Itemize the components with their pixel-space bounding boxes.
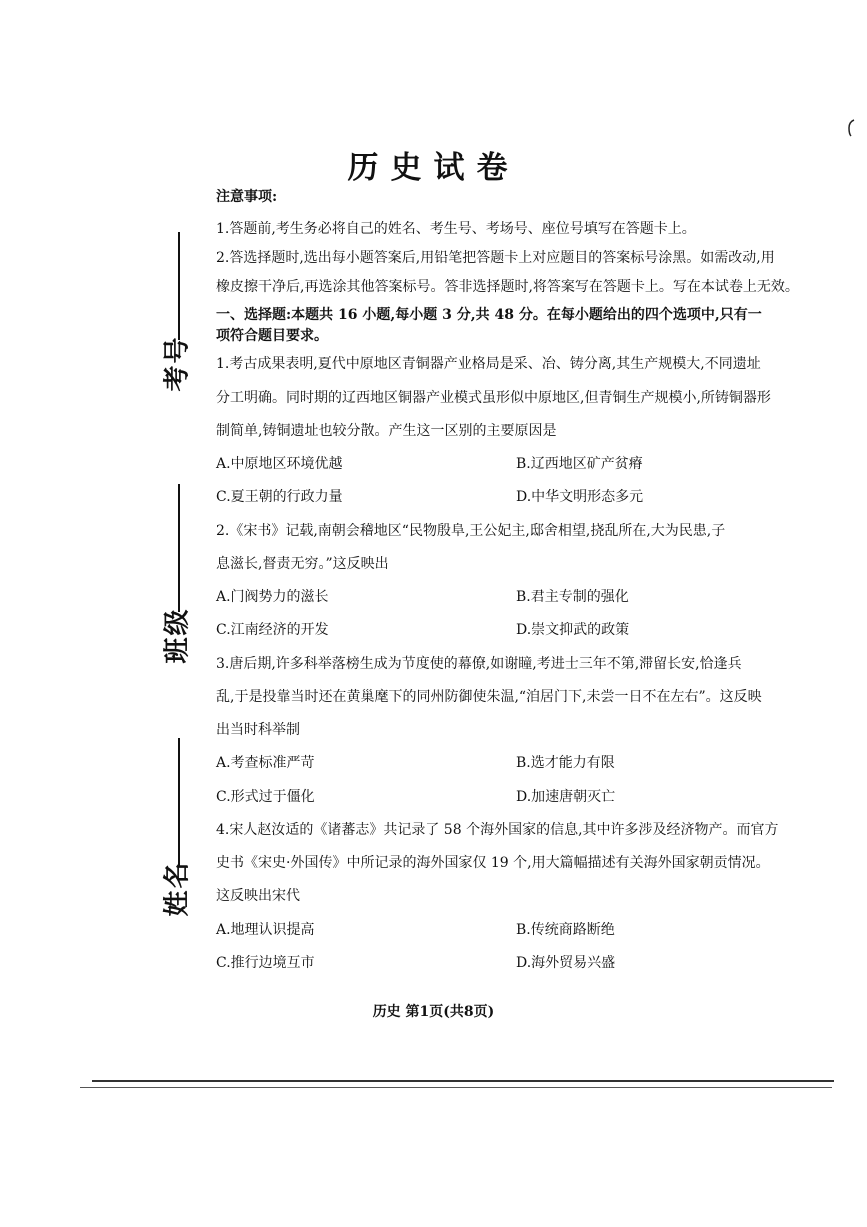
name-label: 姓名	[162, 860, 193, 917]
bottom-border-line	[80, 1087, 832, 1088]
notes-item: 2.答选择题时,选出每小题答案后,用铅笔把答题卡上对应题目的答案标号涂黑。如需改动,用	[216, 250, 775, 266]
option: D.中华文明形态多元	[516, 489, 644, 505]
option: B.君主专制的强化	[516, 589, 629, 605]
exam-number-line	[178, 232, 180, 340]
question-text: 息滋长,督责无穷。”这反映出	[216, 556, 389, 572]
exam-number-label: 考号	[162, 335, 193, 392]
question-text: 乱,于是投靠当时还在黄巢麾下的同州防御使朱温,“洎居门下,未尝一日不在左右”。这反映	[216, 689, 762, 705]
notes-item: 橡皮擦干净后,再选涂其他答案标号。答非选择题时,将答案写在答题卡上。写在本试卷上无效。	[216, 279, 799, 295]
option: B.辽西地区矿产贫瘠	[516, 456, 643, 472]
question-text: 分工明确。同时期的辽西地区铜器产业模式虽形似中原地区,但青铜生产规模小,所铸铜器形	[216, 390, 771, 406]
class-line	[178, 484, 180, 612]
question-text: 出当时科举制	[216, 722, 300, 738]
option: C.夏王朝的行政力量	[216, 489, 343, 505]
question-text: 3.唐后期,许多科举落榜生成为节度使的幕僚,如谢瞳,考进士三年不第,滞留长安,恰逢兵	[216, 656, 742, 672]
question-text: 史书《宋史·外国传》中所记录的海外国家仅 19 个,用大篇幅描述有关海外国家朝贡情况。	[216, 855, 770, 871]
question-text: 2.《宋书》记载,南朝会稽地区“民物殷阜,王公妃主,邸舍相望,挠乱所在,大为民患,子	[216, 523, 726, 539]
option: B.选才能力有限	[516, 755, 615, 771]
option: D.崇文抑武的政策	[516, 622, 630, 638]
question-text: 制简单,铸铜遗址也较分散。产生这一区别的主要原因是	[216, 423, 557, 439]
section-heading-cont: 项符合题目要求。	[216, 328, 328, 344]
question-text: 这反映出宋代	[216, 888, 300, 904]
option: A.地理认识提高	[216, 922, 315, 938]
scan-edge-mark	[846, 118, 856, 138]
option: B.传统商路断绝	[516, 922, 615, 938]
page-title: 历史试卷	[347, 150, 520, 186]
bottom-border-line	[92, 1080, 834, 1082]
notes-heading: 注意事项:	[216, 189, 278, 205]
option: C.推行边境互市	[216, 955, 315, 971]
question-text: 1.考古成果表明,夏代中原地区青铜器产业格局是采、冶、铸分离,其生产规模大,不同遗址	[216, 356, 761, 372]
name-line	[178, 738, 180, 866]
option: C.江南经济的开发	[216, 622, 329, 638]
option: D.海外贸易兴盛	[516, 955, 616, 971]
option: C.形式过于僵化	[216, 789, 315, 805]
option: A.门阀势力的滋长	[216, 589, 329, 605]
page-footer: 历史 第1页(共8页)	[372, 1004, 495, 1020]
question-text: 4.宋人赵汝适的《诸蕃志》共记录了 58 个海外国家的信息,其中许多涉及经济物产。而官方	[216, 822, 779, 838]
option: A.中原地区环境优越	[216, 456, 343, 472]
class-label: 班级	[162, 607, 193, 664]
notes-item: 1.答题前,考生务必将自己的姓名、考生号、考场号、座位号填写在答题卡上。	[216, 221, 696, 237]
section-heading: 一、选择题:本题共 16 小题,每小题 3 分,共 48 分。在每小题给出的四个选项中,只有一	[216, 307, 762, 323]
option: D.加速唐朝灭亡	[516, 789, 616, 805]
option: A.考查标准严苛	[216, 755, 315, 771]
